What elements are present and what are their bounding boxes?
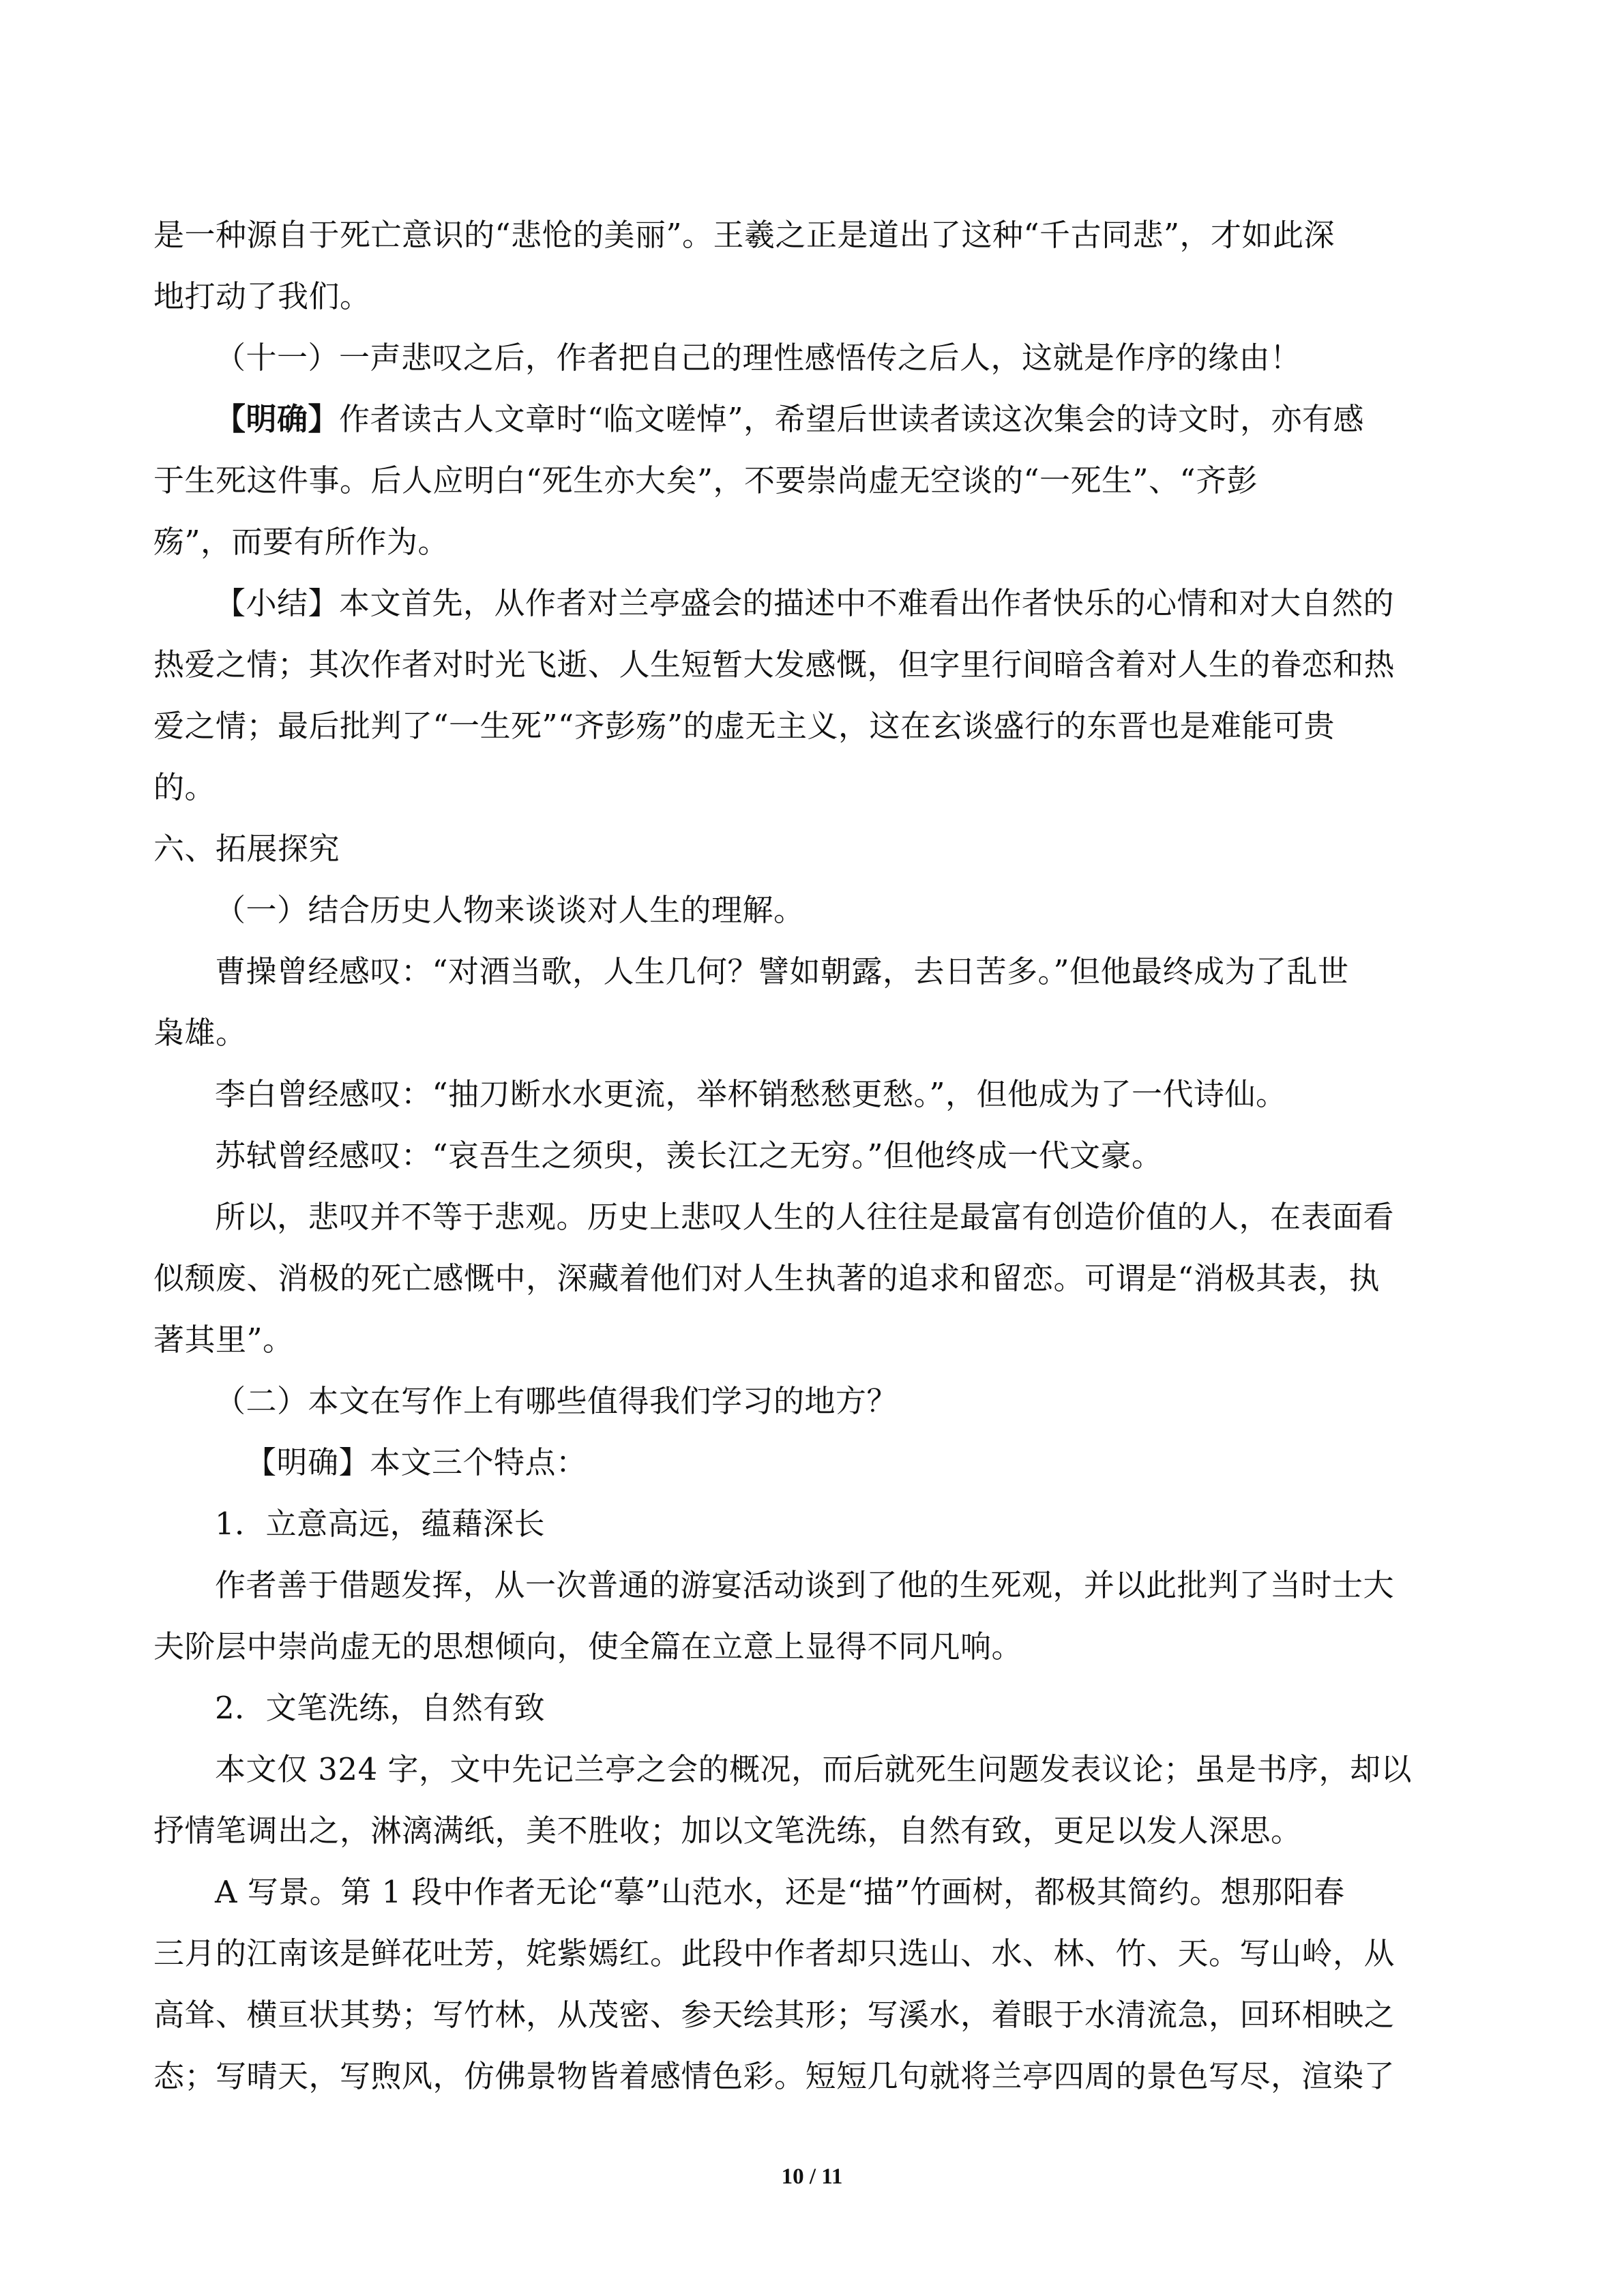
paragraph-line: 态；写晴天，写煦风，仿佛景物皆着感情色彩。短短几句就将兰亭四周的景色写尽，渲染了: [153, 2058, 1396, 2094]
paragraph-line: 于生死这件事。后人应明白“死生亦大矣”，不要崇尚虚无空谈的“一死生”、“齐彭: [153, 462, 1258, 498]
question-heading: （二）本文在写作上有哪些值得我们学习的地方？: [215, 1383, 898, 1419]
paragraph-line: [153, 389, 1473, 450]
paragraph-line: 【明确】本文三个特点：: [246, 1444, 587, 1480]
paragraph-line: 作者善于借题发挥，从一次普通的游宴活动谈到了他的生死观，并以此批判了当时士大: [215, 1567, 1395, 1603]
paragraph-line: （十一）一声悲叹之后，作者把自己的理性感悟传之后人，这就是作序的缘由！: [215, 340, 1301, 376]
paragraph-line: 热爱之情；其次作者对时光飞逝、人生短暂大发感慨，但字里行间暗含着对人生的眷恋和热: [153, 646, 1396, 683]
paragraph-line: 地打动了我们。: [153, 278, 371, 314]
subheading: 2．文笔洗练，自然有致: [215, 1690, 546, 1726]
paragraph-text: 作者读古人文章时“临文嗟悼”，希望后世读者读这次集会的诗文时，亦有感: [339, 401, 1365, 437]
paragraph-line: 所以，悲叹并不等于悲观。历史上悲叹人生的人往往是最富有创造价值的人，在表面看: [215, 1199, 1395, 1235]
page-number: 10 / 11: [781, 2164, 843, 2189]
paragraph-line: 三月的江南该是鲜花吐芳，姹紫嫣红。此段中作者却只选山、水、林、竹、天。写山岭，从: [153, 1935, 1396, 1971]
paragraph-line: 的。: [153, 769, 216, 805]
emphasis-label: 【明确】: [215, 401, 340, 437]
question-heading: （一）结合历史人物来谈谈对人生的理解。: [215, 892, 805, 928]
paragraph-line: 殇”，而要有所作为。: [153, 524, 449, 560]
paragraph-line: 曹操曾经感叹：“对酒当歌，人生几何？譬如朝露，去日苦多。”但他最终成为了乱世: [215, 953, 1349, 989]
subheading: 1．立意高远，蕴藉深长: [215, 1506, 546, 1542]
paragraph-line: 本文仅 324 字，文中先记兰亭之会的概况，而后就死生问题发表议论；虽是书序，却以: [215, 1751, 1413, 1787]
paragraph-line: 枭雄。: [153, 1015, 247, 1051]
paragraph-line: 李白曾经感叹：“抽刀断水水更流，举杯销愁愁更愁。”，但他成为了一代诗仙。: [215, 1076, 1287, 1112]
paragraph-line: 苏轼曾经感叹：“哀吾生之须臾，羡长江之无穷。”但他终成一代文豪。: [215, 1137, 1163, 1174]
paragraph-line: A 写景。第 1 段中作者无论“摹”山范水，还是“描”竹画树，都极其简约。想那阳春: [215, 1874, 1345, 1910]
paragraph-line: 似颓废、消极的死亡感慨中，深藏着他们对人生执著的追求和留恋。可谓是“消极其表，执: [153, 1260, 1381, 1296]
document-body: [153, 205, 1473, 2107]
paragraph-line: 高耸、横亘状其势；写竹林，从茂密、参天绘其形；写溪水，着眼于水清流急，回环相映之: [153, 1997, 1396, 2033]
paragraph-line: 夫阶层中崇尚虚无的思想倾向，使全篇在立意上显得不同凡响。: [153, 1628, 1023, 1665]
paragraph-line: 著其里”。: [153, 1322, 294, 1358]
paragraph-line: 爱之情；最后批判了“一生死”“齐彭殇”的虚无主义，这在玄谈盛行的东晋也是难能可贵: [153, 708, 1335, 744]
paragraph-line: 是一种源自于死亡意识的“悲怆的美丽”。王羲之正是道出了这种“千古同悲”，才如此深: [153, 217, 1335, 253]
paragraph-line: 【小结】本文首先，从作者对兰亭盛会的描述中不难看出作者快乐的心情和对大自然的: [215, 585, 1395, 621]
paragraph-line: 抒情笔调出之，淋漓满纸，美不胜收；加以文笔洗练，自然有致，更足以发人深思。: [153, 1813, 1302, 1849]
section-heading: 六、拓展探究: [153, 831, 340, 867]
